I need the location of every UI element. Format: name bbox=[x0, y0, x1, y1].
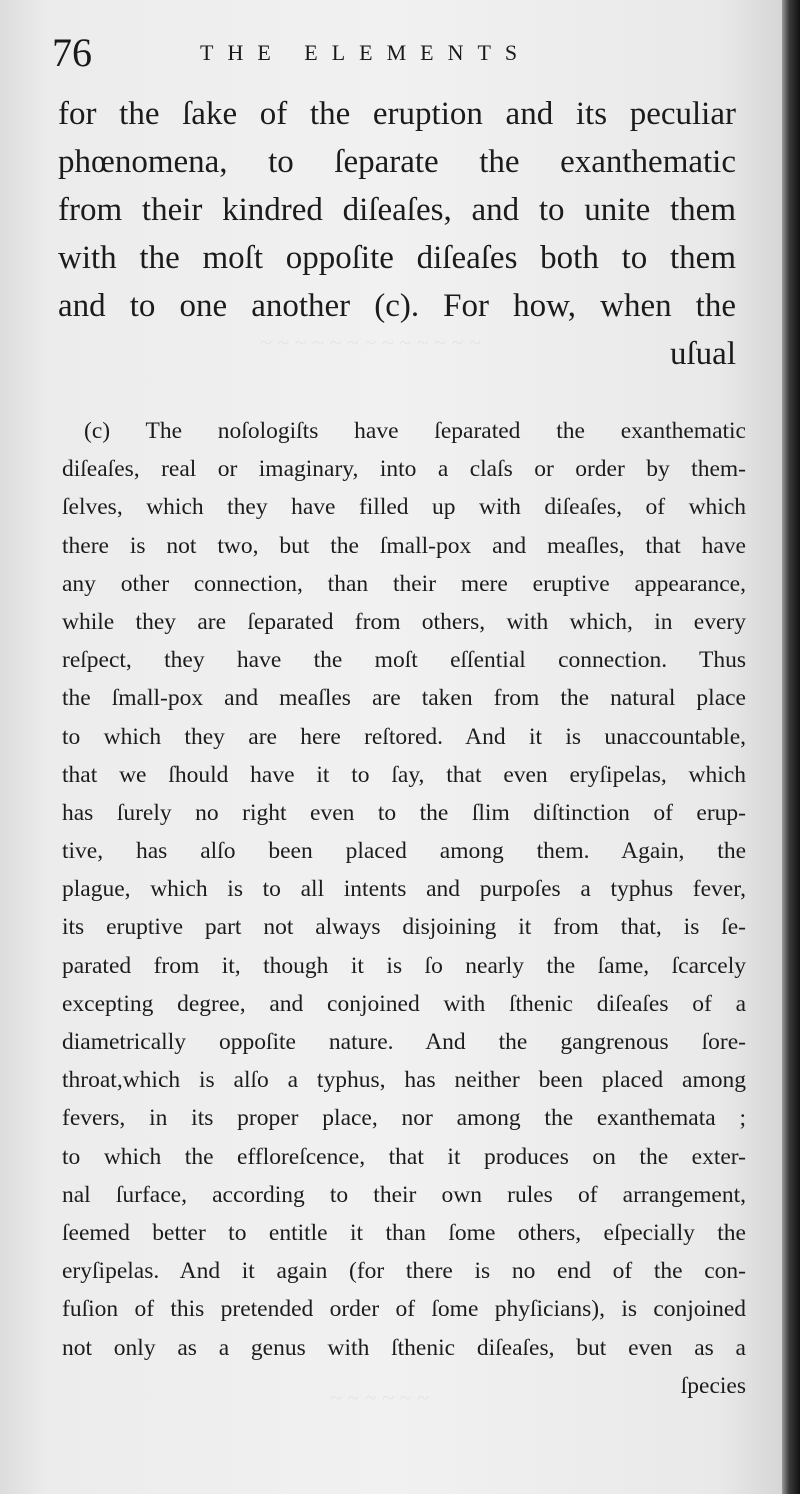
footnote-line: diametrically oppoſite nature. And the gangrenous ſore- bbox=[62, 1029, 746, 1055]
footnote-line: fuſion of this pretended order of ſome phyſicians), is conjoined bbox=[62, 1296, 746, 1323]
footnote-line: nal ſurface, according to their own rules of arrangement, bbox=[62, 1181, 746, 1208]
footnote-line: throat,which is alſo a typhus, has neither been placed among bbox=[62, 1067, 746, 1094]
footnote-line: parated from it, though it is ſo nearly the ſame, ſcarcely bbox=[62, 952, 746, 979]
footnote-line: to which the effloreſcence, that it produces on the exter- bbox=[62, 1143, 746, 1170]
running-head: THE ELEMENTS bbox=[200, 40, 532, 65]
footnote-line: has ſurely no right even to the ſlim diſtinction of erup- bbox=[62, 799, 746, 826]
footnote-line: that we ſhould have it to ſay, that even eryſipelas, which bbox=[62, 761, 746, 788]
footnote-line: its eruptive part not always disjoining it from that, is ſe- bbox=[62, 914, 746, 941]
show-through-text: ~ ~ ~ ~ ~ ~ ~ ~ ~ ~ ~ ~ ~ bbox=[260, 330, 481, 355]
show-through-text: ~ ~ ~ ~ ~ ~ bbox=[330, 1385, 429, 1410]
footnote-line: (c) The noſologiſts have ſeparated the exanthematic bbox=[84, 418, 746, 444]
footnote-line: any other connection, than their mere eruptive appearance, bbox=[62, 570, 746, 597]
page-number: 76 bbox=[52, 30, 92, 75]
main-text-line: and to one another (c). For how, when the bbox=[58, 288, 736, 324]
catchword: ſpecies bbox=[680, 1372, 746, 1399]
footnote-line: plague, which is to all intents and purpoſes a typhus fever, bbox=[62, 876, 746, 903]
footnote-line: excepting degree, and conjoined with ſthenic diſeaſes of a bbox=[62, 990, 746, 1017]
page-edge bbox=[782, 0, 800, 1494]
footnote-line: reſpect, they have the moſt eſſential connection. Thus bbox=[62, 647, 746, 674]
footnote-line: not only as a genus with ſthenic diſeaſes, but even as a bbox=[62, 1334, 746, 1361]
footnote-line: tive, has alſo been placed among them. Again, the bbox=[62, 838, 746, 865]
footnote-line: eryſipelas. And it again (for there is no end of the con- bbox=[62, 1258, 746, 1285]
footnote-line: diſeaſes, real or imaginary, into a claſs or order by them- bbox=[62, 456, 746, 483]
catchword: uſual bbox=[670, 336, 736, 372]
main-text-line: phœnomena, to ſeparate the exanthematic bbox=[58, 144, 736, 180]
footnote bbox=[62, 412, 746, 1405]
footnote-line: ſelves, which they have filled up with diſeaſes, of which bbox=[62, 494, 746, 521]
page-header bbox=[52, 28, 742, 78]
main-text-line: from their kindred diſeaſes, and to unite them bbox=[58, 192, 736, 228]
main-text-line: with the moſt oppoſite diſeaſes both to them bbox=[58, 240, 736, 276]
footnote-line: while they are ſeparated from others, with which, in every bbox=[62, 608, 746, 635]
footnote-line: fevers, in its proper place, nor among the exanthemata ; bbox=[62, 1105, 746, 1132]
main-text-line: for the ſake of the eruption and its peculiar bbox=[58, 96, 736, 132]
main-text bbox=[58, 90, 736, 378]
footnote-line: ſeemed better to entitle it than ſome others, eſpecially the bbox=[62, 1219, 746, 1246]
footnote-line: to which they are here reſtored. And it is unaccountable, bbox=[62, 723, 746, 750]
footnote-line: there is not two, but the ſmall-pox and meaſles, that have bbox=[62, 532, 746, 559]
footnote-line: the ſmall-pox and meaſles are taken from the natural place bbox=[62, 685, 746, 712]
